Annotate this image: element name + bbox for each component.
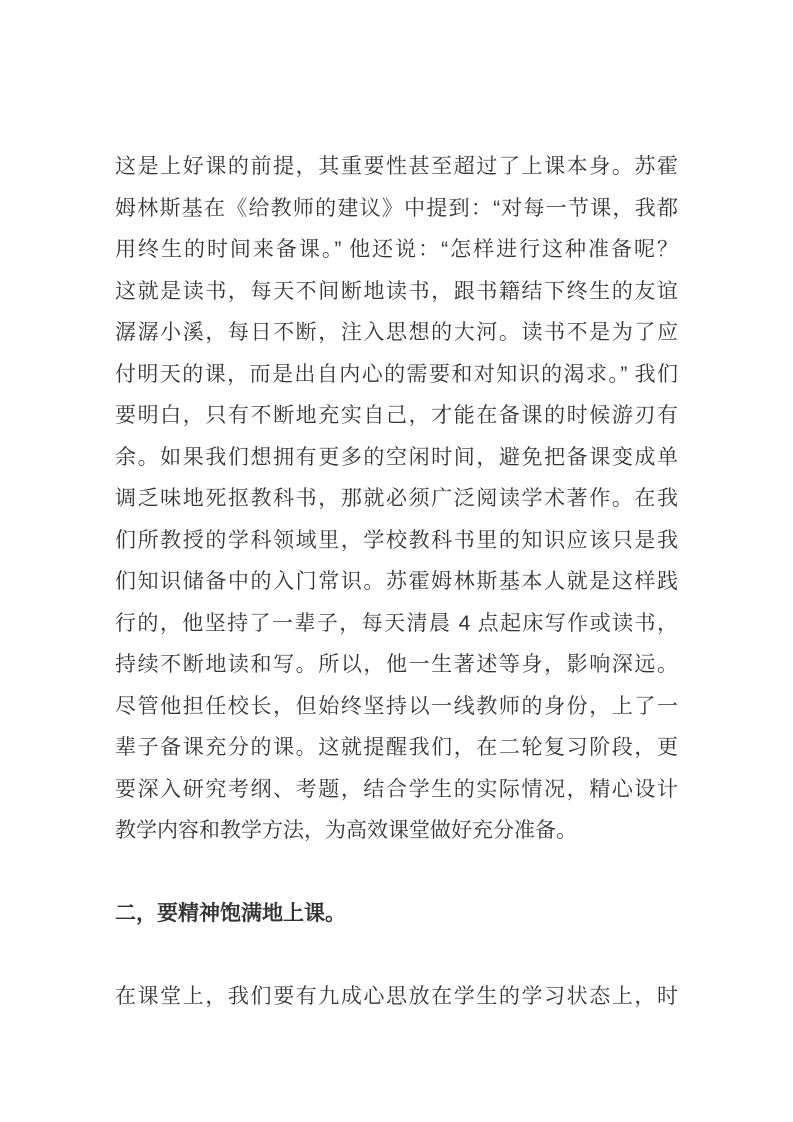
body-paragraph-2 xyxy=(115,976,678,1018)
text-line: 教学内容和教学方法，为高效课堂做好充分准备。 xyxy=(115,819,577,842)
text-line: 行的，他坚持了一辈子，每天清晨 4 点起床写作或读书， xyxy=(115,611,678,635)
text-line: 要深入研究考纲、考题，结合学生的实际情况，精心设计 xyxy=(115,777,678,801)
text-line: 调乏味地死抠教科书，那就必须广泛阅读学术著作。在我 xyxy=(115,487,678,510)
text-line: 这就是读书，每天不间断地读书，跟书籍结下终生的友谊 xyxy=(115,279,678,303)
section-heading-2: 二，要精神饱满地上课。 xyxy=(115,902,346,925)
text-line: 姆林斯基在《给教师的建议》中提到：“对每一节课，我都 xyxy=(115,196,678,220)
body-paragraph-1 xyxy=(115,146,678,852)
text-line: 潺潺小溪，每日不断，注入思想的大河。读书不是为了应 xyxy=(115,321,678,344)
text-line: 辈子备课充分的课。这就提醒我们，在二轮复习阶段，更 xyxy=(115,736,678,759)
text-line: 付明天的课，而是出自内心的需要和对知识的渴求。” 我们 xyxy=(115,362,678,386)
text-line: 持续不断地读和写。所以，他一生著述等身，影响深远。 xyxy=(115,653,678,676)
text-line: 余。如果我们想拥有更多的空闲时间，避免把备课变成单 xyxy=(115,445,678,469)
text-line: 在课堂上，我们要有九成心思放在学生的学习状态上，时 xyxy=(115,985,678,1008)
text-line: 们所教授的学科领域里，学校教科书里的知识应该只是我 xyxy=(115,528,678,552)
text-line: 要明白，只有不断地充实自己，才能在备课的时候游刃有 xyxy=(115,404,678,427)
text-line: 尽管他担任校长，但始终坚持以一线教师的身份，上了一 xyxy=(115,694,678,718)
text-line: 用终生的时间来备课。” 他还说：“怎样进行这种准备呢？ xyxy=(115,238,678,261)
text-line: 这是上好课的前提，其重要性甚至超过了上课本身。苏霍 xyxy=(115,155,678,178)
text-line: 们知识储备中的入门常识。苏霍姆林斯基本人就是这样践 xyxy=(115,570,678,593)
